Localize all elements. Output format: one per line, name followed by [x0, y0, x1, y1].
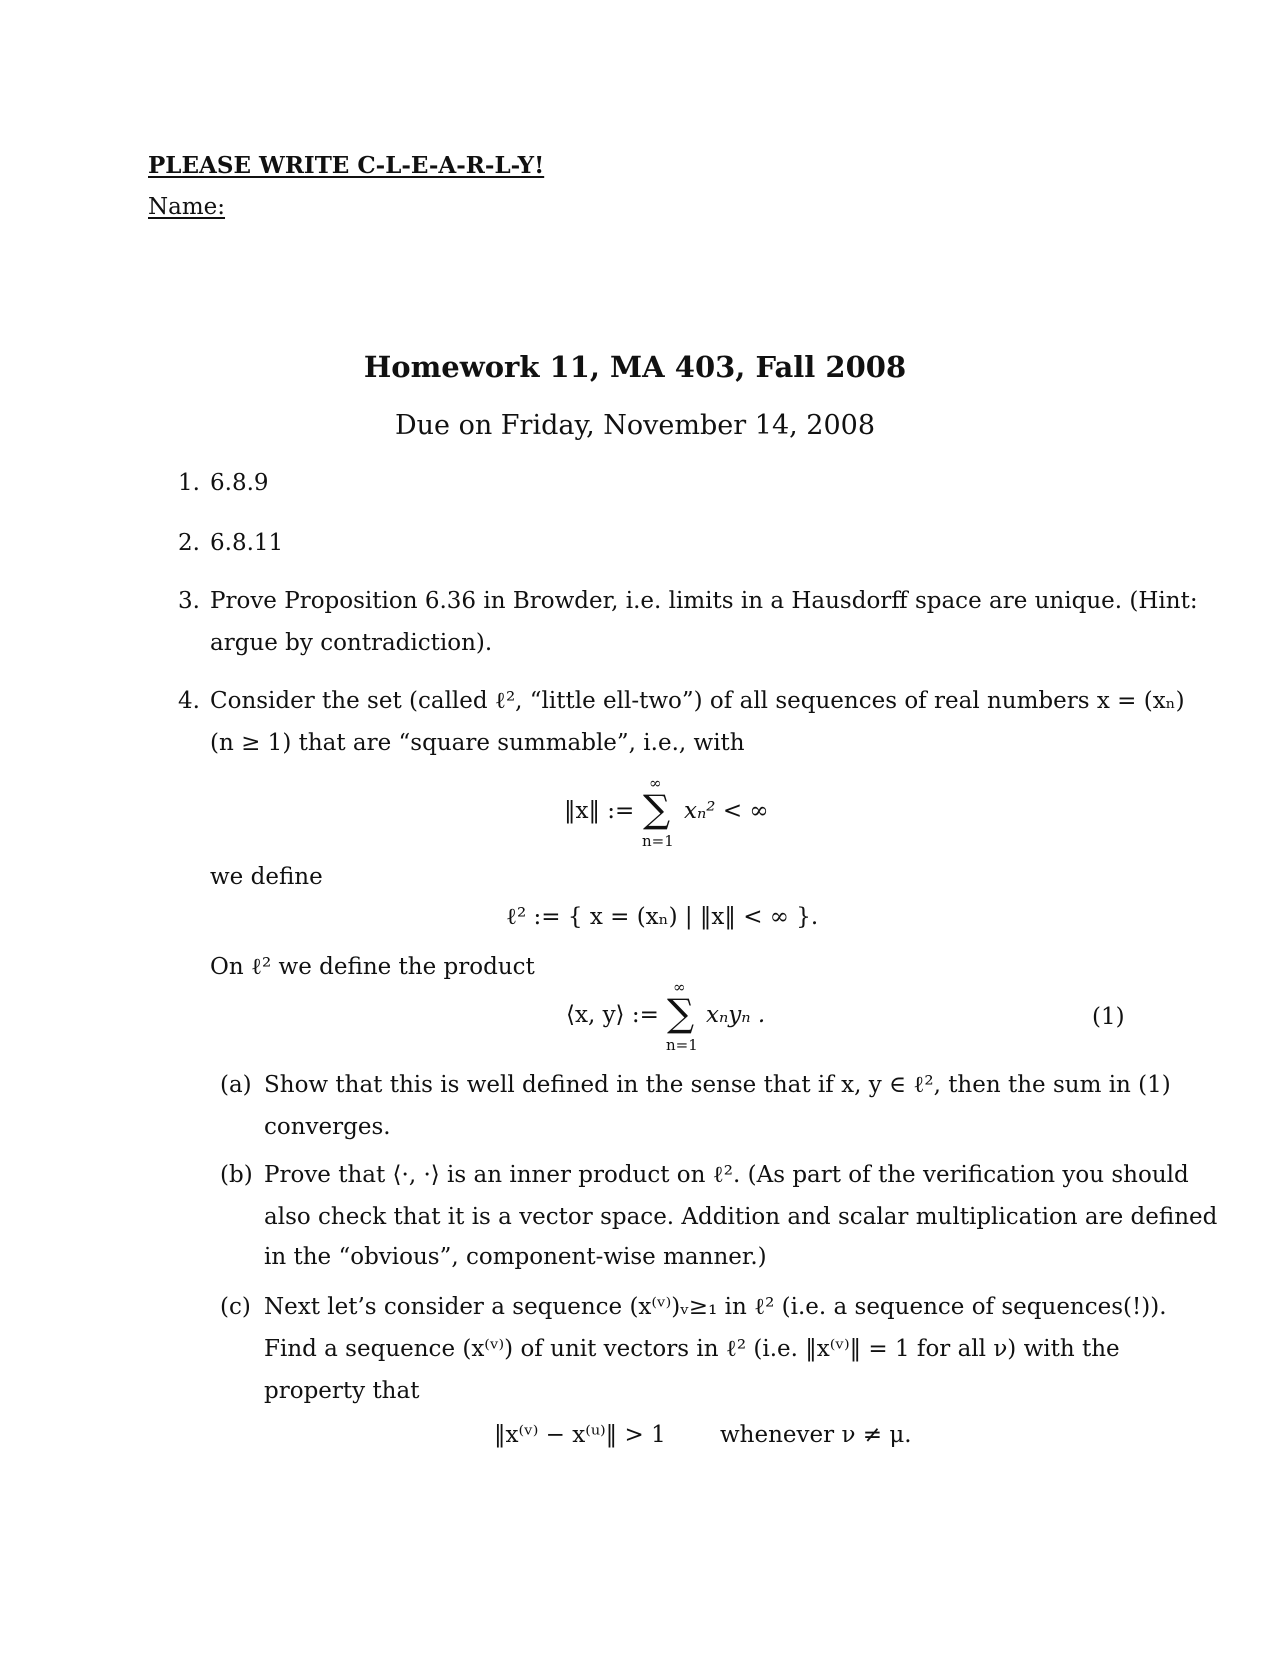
norm-eq-lhs: ‖x‖ := [564, 798, 635, 824]
norm-sum-upper: ∞ [649, 774, 662, 792]
set-eq: ℓ² := { x = (xₙ) | ‖x‖ < ∞ }. [506, 904, 819, 930]
norm-sum-lower: n=1 [642, 832, 674, 850]
norm-sum-icon: ∑ [643, 787, 671, 831]
part-b-line-3: in the “obvious”, component-wise manner.) [264, 1244, 767, 1270]
problem-2-text: 6.8.11 [210, 530, 284, 556]
part-c-label: (c) [220, 1294, 251, 1320]
we-define-text: we define [210, 864, 323, 890]
part-a-line-2: converges. [264, 1114, 391, 1140]
instruction-heading: PLEASE WRITE C-L-E-A-R-L-Y! [148, 152, 545, 179]
problem-3-line-1: Prove Proposition 6.36 in Browder, i.e. limits in a Hausdorff space are unique. (Hint: [210, 588, 1198, 614]
product-eq-lhs: ⟨x, y⟩ := [566, 1002, 659, 1028]
equation-number: (1) [1092, 1004, 1125, 1030]
part-c-eq-lhs: ‖x⁽ᵛ⁾ − x⁽ᵘ⁾‖ > 1 [494, 1422, 666, 1448]
part-b-line-1: Prove that ⟨·, ·⟩ is an inner product on ℓ². (As part of the verification you should [264, 1162, 1189, 1188]
problem-4-line-1: Consider the set (called ℓ², “little ell-two”) of all sequences of real numbers x = (xₙ) [210, 688, 1185, 714]
product-sum-icon: ∑ [667, 991, 695, 1035]
problem-2-number: 2. [178, 530, 200, 556]
part-c-line-1: Next let’s consider a sequence (x⁽ᵛ⁾)ᵥ≥₁ in ℓ² (i.e. a sequence of sequences(!)). [264, 1294, 1167, 1320]
problem-3-number: 3. [178, 588, 200, 614]
part-c-eq-rhs: whenever ν ≠ μ. [720, 1422, 912, 1448]
norm-eq-rhs: xₙ² < ∞ [684, 798, 769, 824]
problem-1-text: 6.8.9 [210, 470, 269, 496]
page-title: Homework 11, MA 403, Fall 2008 [363, 350, 907, 384]
part-b-line-2: also check that it is a vector space. Addition and scalar multiplication are defined [264, 1204, 1218, 1230]
product-sum-lower: n=1 [666, 1036, 698, 1054]
due-date: Due on Friday, November 14, 2008 [394, 410, 875, 441]
part-c-line-2: Find a sequence (x⁽ᵛ⁾) of unit vectors in ℓ² (i.e. ‖x⁽ᵛ⁾‖ = 1 for all ν) with the [264, 1336, 1120, 1362]
part-c-line-3: property that [264, 1378, 420, 1404]
problem-4-number: 4. [178, 688, 200, 714]
problem-1-number: 1. [178, 470, 200, 496]
problem-3-line-2: argue by contradiction). [210, 630, 493, 656]
part-a-line-1: Show that this is well defined in the sense that if x, y ∈ ℓ², then the sum in (1) [264, 1072, 1171, 1098]
problem-4-line-2: (n ≥ 1) that are “square summable”, i.e., with [210, 730, 745, 756]
part-a-label: (a) [220, 1072, 252, 1098]
product-eq-rhs: xₙyₙ . [706, 1002, 766, 1028]
part-b-label: (b) [220, 1162, 253, 1188]
on-l2-text: On ℓ² we define the product [210, 954, 535, 980]
name-label: Name: [148, 194, 226, 220]
product-sum-upper: ∞ [673, 978, 686, 996]
